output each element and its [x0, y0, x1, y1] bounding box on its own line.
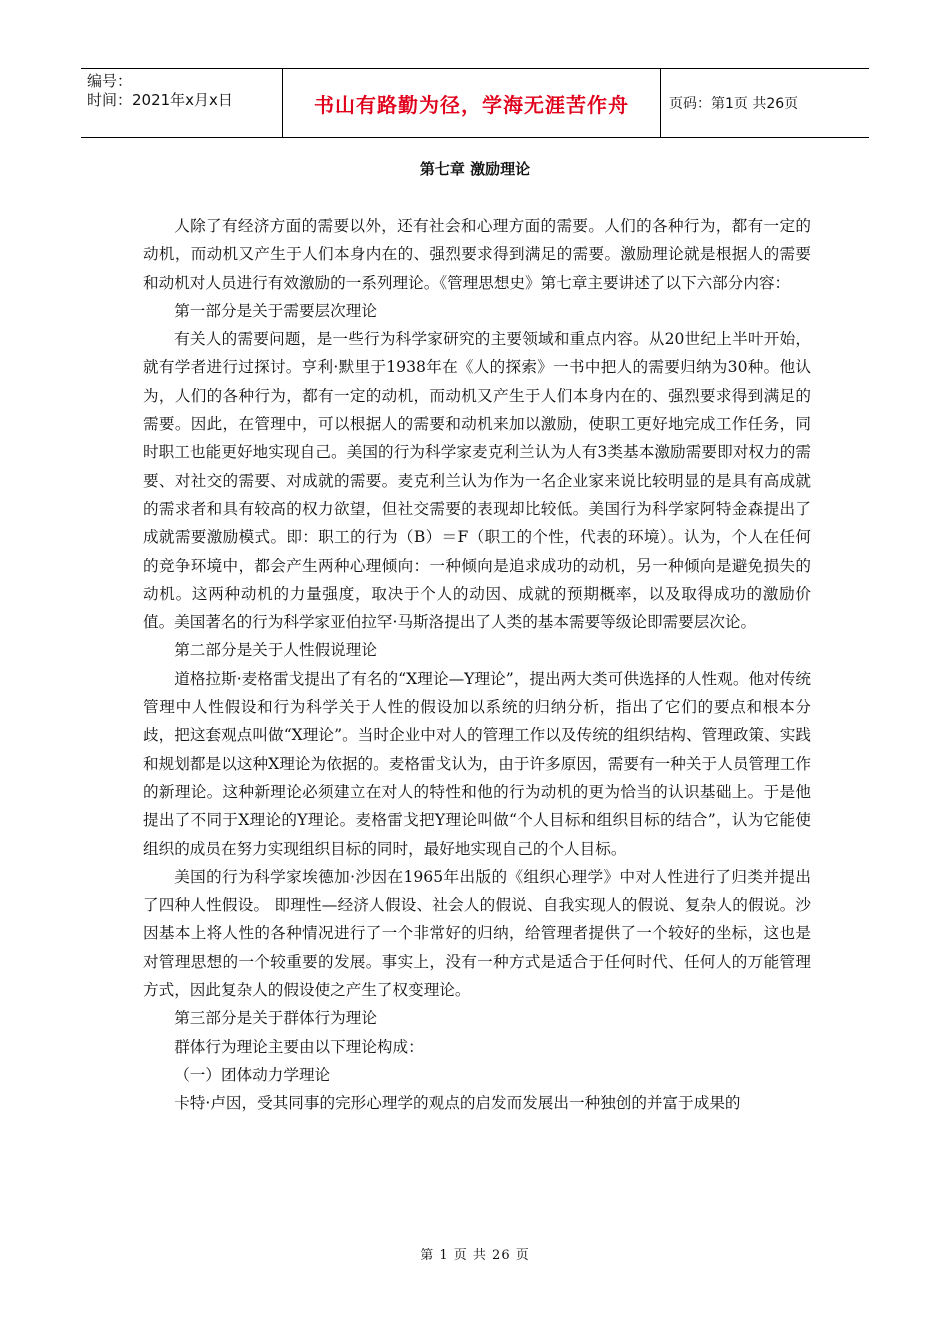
chapter-title: 第七章 激励理论 — [419, 160, 531, 178]
page-footer: 第 1 页 共 26 页 — [420, 1248, 530, 1263]
paragraph-xy-theory: 道格拉斯·麦格雷戈提出了有名的“X理论—Y理论”，提出两大类可供选择的人性观。他对传统管理中人性假设和行为科学关于人性的假设加以系统的归纳分析，指出了它们的要点和根本分歧，把这套观点叫做“X理论”。当时企业中对人的管理工作以及传统的组织结构、管理政策、实践和规划都是以这种X理论为依据的。麦格雷戈认为，由于许多原因，需要有一种关于人员管理工作的新理论。这种新理论必须建立在对人的特性和他的行为动机的更为恰当的认识基础上。于是他提出了不同于X理论的Y理论。麦格雷戈把Y理论叫做“个人目标和组织目标的结合”，认为它能使组织的成员在努力实现组织目标的同时，最好地实现自己的个人目标。 — [143, 669, 811, 858]
paragraph-schein: 美国的行为科学家埃德加·沙因在1965年出版的《组织心理学》中对人性进行了归类并提出了四种人性假设。 即理性—经济人假设、社会人的假说、自我实现人的假说、复杂人的假说。沙因基本上将人性的各种情况进行了一个非常好的归纳，给管理者提供了一个较好的坐标，这也是对管理思想的一个较重要的发展。事实上，没有一种方式是适合于任何时代、任何人的万能管理方式，因此复杂人的假设使之产生了权变理论。 — [143, 867, 811, 1000]
paragraph-group-intro: 群体行为理论主要由以下理论构成： — [174, 1037, 424, 1056]
subsection-heading: （一）团体动力学理论 — [174, 1065, 331, 1084]
header-page-info: 页码：第1页 共26页 — [669, 96, 799, 112]
header-motto: 书山有路勤为径，学海无涯苦作舟 — [283, 69, 661, 137]
paragraph-needs: 有关人的需要问题，是一些行为科学家研究的主要领域和重点内容。从20世纪上半叶开始，就有学者进行过探讨。亨利·默里于1938年在《人的探索》一书中把人的需要归纳为30种。他认为，人们的各种行为，都有一定的动机，而动机又产生于人们本身内在的、强烈要求得到满足的需要。因此，在管理中，可以根据人的需要和动机来加以激励，使职工更好地完成工作任务，同时职工也能更好地实现自己。美国的行为科学家麦克利兰认为人有3类基本激励需要即对权力的需要、对社交的需要、对成就的需要。麦克利兰认为作为一名企业家来说比较明显的是具有高成就的需求者和具有较高的权力欲望，但社交需要的表现却比较低。美国行为科学家阿特金森提出了成就需要激励模式。即：职工的行为（B）＝F（职工的个性，代表的环境）。认为，个人在任何的竞争环境中，都会产生两种心理倾向：一种倾向是追求成功的动机，另一种倾向是避免损失的动机。这两种动机的力量强度，取决于个人的动因、成就的预期概率，以及取得成功的激励价值。美国著名的行为科学家亚伯拉罕·马斯洛提出了人类的基本需要等级论即需要层次论。 — [143, 330, 811, 632]
header-meta — [81, 69, 283, 137]
paragraph-lewin: 卡特·卢因，受其同事的完形心理学的观点的启发而发展出一种独创的并富于成果的 — [174, 1094, 741, 1113]
paragraph-intro: 人除了有经济方面的需要以外，还有社会和心理方面的需要。人们的各种行为，都有一定的动机，而动机又产生于人们本身内在的、强烈要求得到满足的需要。激励理论就是根据人的需要和动机对人员进行有效激励的一系列理论。《管理思想史》第七章主要讲述了以下六部分内容： — [143, 217, 811, 292]
section-heading-2: 第二部分是关于人性假说理论 — [174, 641, 377, 660]
number-label: 编号： — [87, 72, 133, 90]
time-label: 时间：2021年x月x日 — [87, 91, 233, 109]
document-header — [81, 68, 869, 138]
section-heading-1: 第一部分是关于需要层次理论 — [174, 301, 377, 320]
section-heading-3: 第三部分是关于群体行为理论 — [174, 1009, 377, 1028]
body-text — [143, 212, 811, 1118]
